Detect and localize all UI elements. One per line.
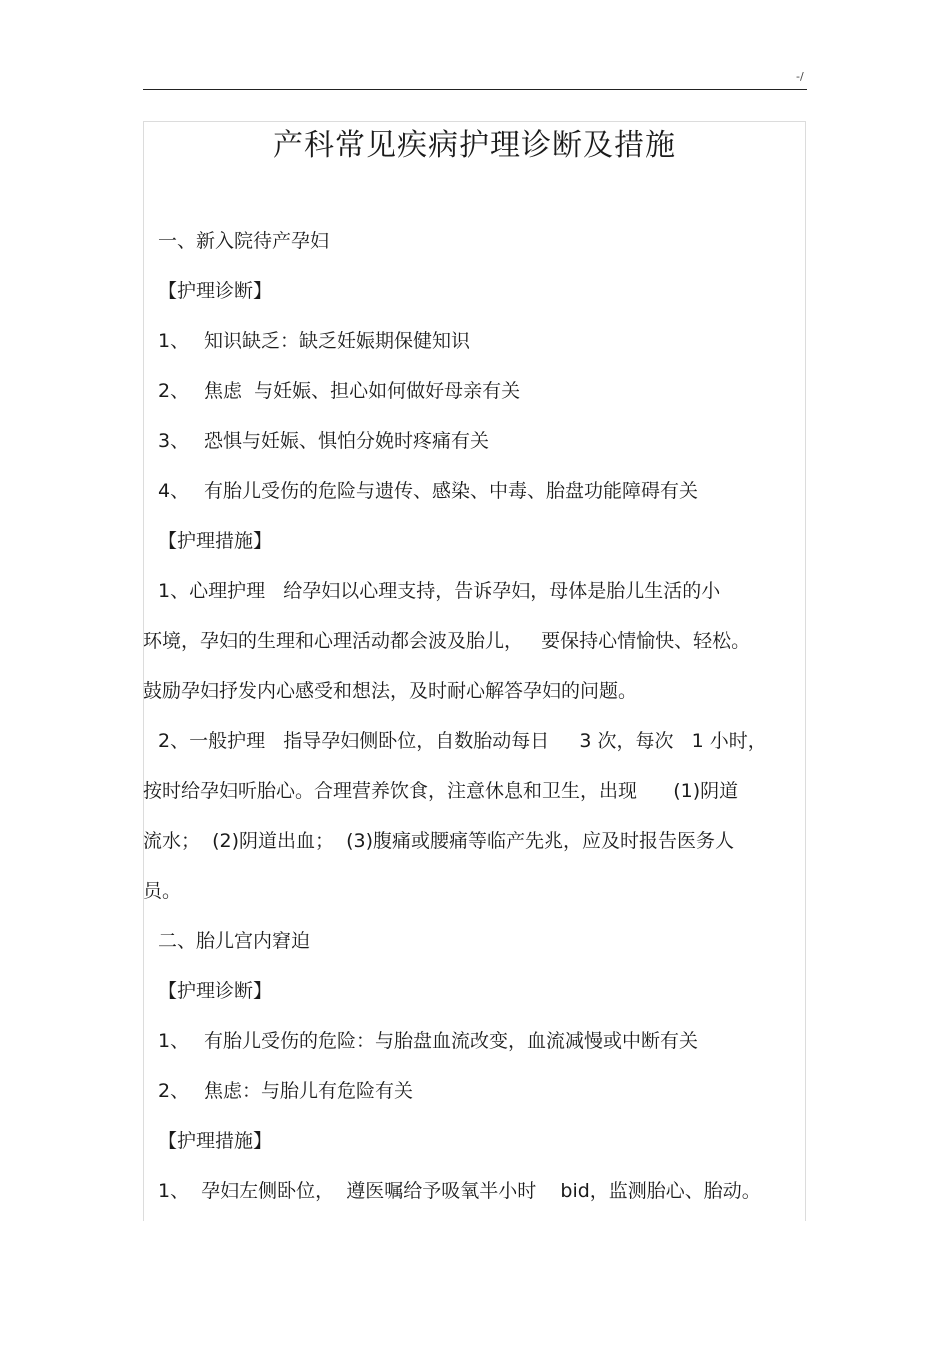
measures-line: 鼓励孕妇抒发内心感受和想法，及时耐心解答孕妇的问题。: [143, 680, 638, 702]
diagnosis-item: [158, 477, 698, 505]
item-text: 有胎儿受伤的危险与遗传、感染、中毒、胎盘功能障碍有关: [204, 480, 699, 502]
measures-line: 环境，孕妇的生理和心理活动都会波及胎儿， 要保持心情愉快、轻松。: [143, 630, 751, 652]
measures-line: 流水； (2)阴道出血； (3)腹痛或腰痛等临产先兆，应及时报告医务人: [143, 830, 734, 852]
measures-line: 1、心理护理 给孕妇以心理支持，告诉孕妇，母体是胎儿生活的小: [158, 580, 721, 602]
item-text: 焦虑 与妊娠、担心如何做好母亲有关: [204, 380, 521, 402]
diagnosis-label: 【护理诊断】: [158, 280, 273, 302]
measures-label: 【护理措施】: [158, 1130, 273, 1152]
item-number: 1、: [158, 330, 190, 352]
section-heading: 一、新入院待产孕妇: [158, 230, 330, 252]
measures-label: 【护理措施】: [158, 530, 273, 552]
item-number: 4、: [158, 480, 190, 502]
item-number: 2、: [158, 1080, 190, 1102]
measures-line: 1、 孕妇左侧卧位， 遵医嘱给予吸氧半小时 bid，监测胎心、胎动。: [158, 1180, 761, 1202]
diagnosis-item: [158, 1077, 413, 1105]
diagnosis-item: [158, 427, 489, 455]
diagnosis-label: 【护理诊断】: [158, 980, 273, 1002]
item-text: 知识缺乏：缺乏妊娠期保健知识: [204, 330, 471, 352]
item-number: 1、: [158, 1030, 190, 1052]
item-text: 有胎儿受伤的危险：与胎盘血流改变，血流减慢或中断有关: [204, 1030, 699, 1052]
header-rule: [143, 89, 807, 90]
item-text: 恐惧与妊娠、惧怕分娩时疼痛有关: [204, 430, 490, 452]
diagnosis-item: [158, 1027, 698, 1055]
page-mark: -/: [796, 70, 804, 83]
diagnosis-item: [158, 377, 520, 405]
measures-line: 2、一般护理 指导孕妇侧卧位，自数胎动每日 3 次，每次 1 小时，: [158, 730, 767, 752]
item-text: 焦虑：与胎儿有危险有关: [204, 1080, 414, 1102]
measures-line: 员。: [143, 880, 182, 902]
section-heading: 二、胎儿宫内窘迫: [158, 930, 311, 952]
diagnosis-item: [158, 327, 470, 355]
item-number: 3、: [158, 430, 190, 452]
document-title: 产科常见疾病护理诊断及措施: [273, 128, 676, 163]
measures-line: 按时给孕妇听胎心。合理营养饮食，注意休息和卫生，出现 (1)阴道: [143, 780, 739, 802]
item-number: 2、: [158, 380, 190, 402]
